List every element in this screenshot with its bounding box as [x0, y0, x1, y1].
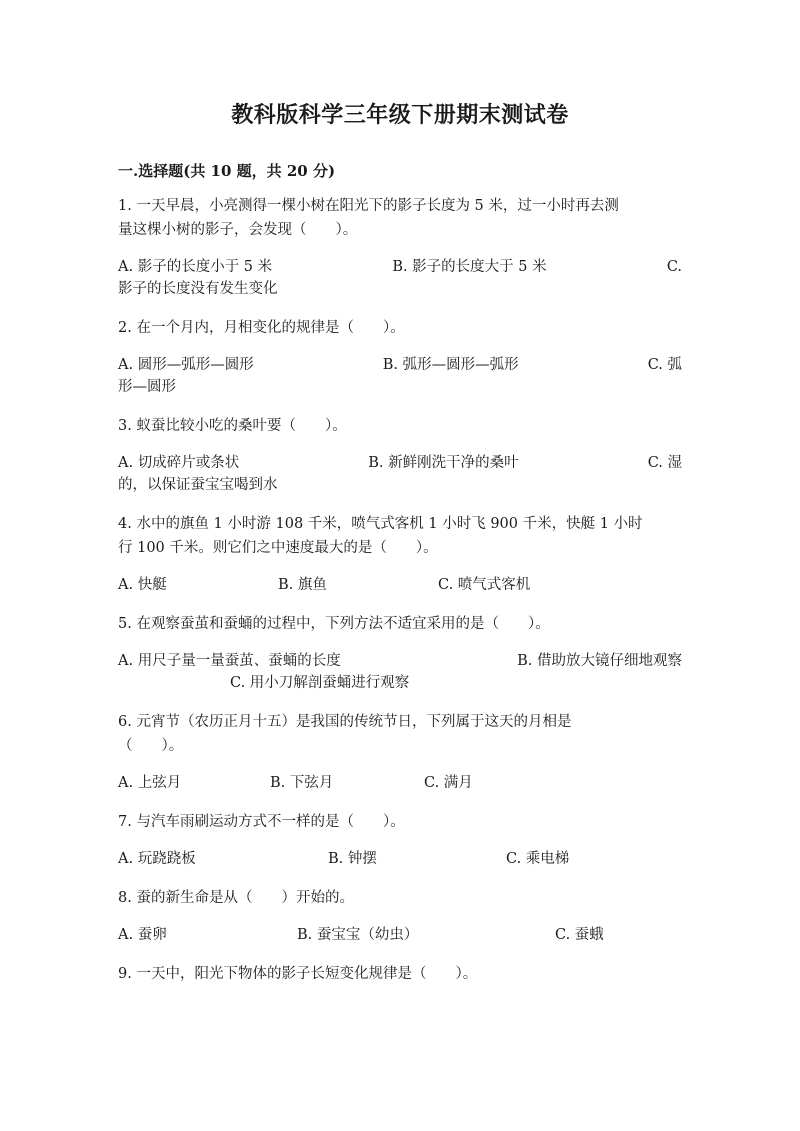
- question-5: 5. 在观察蚕茧和蚕蛹的过程中，下列方法不适宜采用的是（ ）。: [118, 616, 550, 632]
- question-5-options: [118, 650, 682, 694]
- option-c[interactable]: C. 用小刀解剖蚕蛹进行观察: [230, 675, 410, 691]
- option-c-continued: 的，以保证蚕宝宝喝到水: [118, 477, 278, 493]
- option-b[interactable]: B. 旗鱼: [278, 577, 327, 593]
- question-2: 2. 在一个月内，月相变化的规律是（ ）。: [118, 320, 405, 336]
- question-3: 3. 蚁蚕比较小吃的桑叶要（ ）。: [118, 418, 347, 434]
- option-b[interactable]: B. 弧形—圆形—弧形: [382, 357, 519, 373]
- question-7: 7. 与汽车雨刷运动方式不一样的是（ ）。: [118, 814, 405, 830]
- question-6-options: [118, 772, 682, 794]
- question-4-options: [118, 574, 682, 596]
- option-b[interactable]: B. 钟摆: [328, 851, 377, 867]
- question-7-options: [118, 848, 682, 870]
- question-1-stem-line2: 量这棵小树的影子，会发现（ ）。: [118, 222, 358, 238]
- question-4-stem-line1: 4. 水中的旗鱼 1 小时游 108 千米，喷气式客机 1 小时飞 900 千米，快艇 1 小时: [118, 516, 643, 532]
- question-1: [118, 194, 682, 242]
- option-c[interactable]: C. 湿: [647, 455, 682, 471]
- option-a[interactable]: A. 用尺子量一量蚕茧、蚕蛹的长度: [118, 653, 341, 669]
- question-8-options: [118, 924, 682, 946]
- option-a[interactable]: A. 切成碎片或条状: [118, 455, 240, 471]
- option-a[interactable]: A. 上弦月: [118, 775, 182, 791]
- question-4: [118, 512, 682, 560]
- question-8: 8. 蚕的新生命是从（ ）开始的。: [118, 890, 354, 906]
- option-c[interactable]: C. 满月: [424, 775, 473, 791]
- question-9: 9. 一天中，阳光下物体的影子长短变化规律是（ ）。: [118, 966, 478, 982]
- question-6: [118, 710, 682, 758]
- option-c[interactable]: C. 喷气式客机: [438, 577, 531, 593]
- question-4-stem-line2: 行 100 千米。则它们之中速度最大的是（ ）。: [118, 540, 438, 556]
- option-c[interactable]: C. 乘电梯: [506, 851, 570, 867]
- question-1-options: [118, 256, 682, 300]
- option-a[interactable]: A. 影子的长度小于 5 米: [118, 259, 273, 275]
- option-b[interactable]: B. 新鲜刚洗干净的桑叶: [368, 455, 519, 471]
- option-a[interactable]: A. 圆形—弧形—圆形: [118, 357, 254, 373]
- option-a[interactable]: A. 快艇: [118, 577, 167, 593]
- question-6-stem-line2: （ ）。: [118, 738, 184, 754]
- page-title: 教科版科学三年级下册期末测试卷: [231, 102, 569, 128]
- option-c[interactable]: C. 蚕蛾: [555, 927, 604, 943]
- question-1-stem-line1: 1. 一天早晨，小亮测得一棵小树在阳光下的影子长度为 5 米，过一小时再去测: [118, 198, 619, 214]
- option-a[interactable]: A. 蚕卵: [118, 927, 167, 943]
- question-6-stem-line1: 6. 元宵节（农历正月十五）是我国的传统节日，下列属于这天的月相是: [118, 714, 572, 730]
- option-b[interactable]: B. 影子的长度大于 5 米: [392, 259, 547, 275]
- option-b[interactable]: B. 蚕宝宝（幼虫）: [297, 927, 419, 943]
- option-c[interactable]: C.: [666, 259, 682, 275]
- option-c[interactable]: C. 弧: [647, 357, 682, 373]
- option-b[interactable]: B. 借助放大镜仔细地观察: [517, 653, 682, 669]
- option-c-continued: 影子的长度没有发生变化: [118, 281, 278, 297]
- option-a[interactable]: A. 玩跷跷板: [118, 851, 196, 867]
- option-c-continued: 形—圆形: [118, 379, 176, 395]
- question-2-options: [118, 354, 682, 398]
- section-header: 一.选择题(共 10 题，共 20 分): [118, 162, 336, 180]
- question-3-options: [118, 452, 682, 496]
- option-b[interactable]: B. 下弦月: [270, 775, 334, 791]
